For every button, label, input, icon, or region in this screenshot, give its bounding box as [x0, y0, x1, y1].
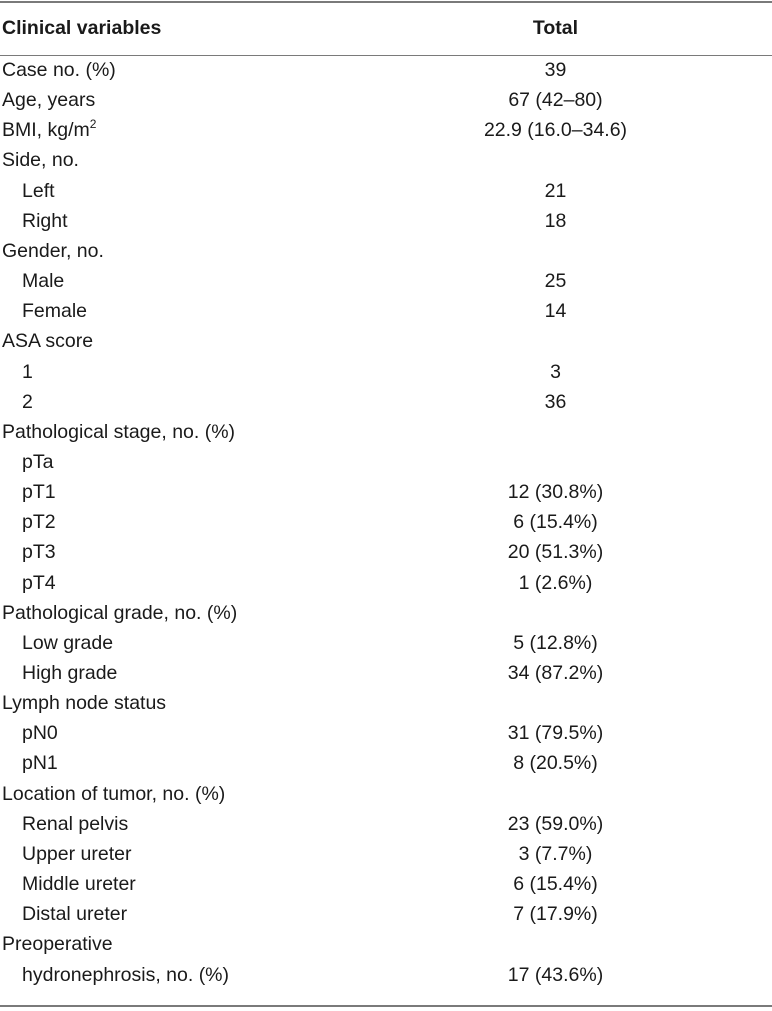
row-label-text: pT2 [22, 511, 56, 534]
row-label [22, 206, 68, 236]
row-value: 7 (17.9%) [513, 903, 598, 926]
row-label-text: Side, no. [2, 149, 79, 172]
table-row [0, 748, 772, 778]
table-row [0, 55, 772, 85]
row-label-text: High grade [22, 662, 118, 684]
row-label [2, 326, 93, 356]
row-label [22, 507, 56, 537]
row-label [22, 357, 33, 387]
row-label [2, 688, 166, 718]
row-label [22, 537, 56, 567]
row-label-text: Female [22, 300, 88, 323]
row-label [22, 658, 117, 688]
table-row [0, 357, 772, 387]
table-row [0, 809, 772, 839]
table-row [0, 507, 772, 537]
row-label-text: Pathological grade, no. (%) [2, 601, 238, 624]
table-row [0, 899, 772, 929]
row-label-text: ASA score [2, 330, 94, 353]
table-row [0, 206, 772, 236]
row-label-text: Pathological stage, no. (%) [2, 420, 236, 443]
row-label [22, 176, 55, 206]
row-label-text: Middle ureter [22, 873, 136, 896]
row-label [2, 929, 113, 959]
table-row [0, 85, 772, 115]
table-row [0, 779, 772, 809]
row-label-text: hydronephrosis, no. (%) [22, 963, 230, 986]
row-label [2, 145, 79, 175]
row-label [2, 115, 96, 145]
row-label-text: Right [22, 209, 68, 232]
row-value: 21 [544, 179, 567, 202]
row-label [22, 447, 53, 477]
row-label-text: Gender, no. [2, 239, 104, 262]
row-label [22, 748, 58, 778]
row-label-text: Age, years [2, 89, 96, 112]
row-label [22, 718, 58, 748]
row-value: 31 (79.5%) [507, 722, 604, 745]
row-label [22, 960, 229, 990]
table-row [0, 296, 772, 326]
table-row [0, 658, 772, 688]
row-value: 18 [544, 209, 567, 232]
row-label [2, 85, 95, 115]
row-label [22, 899, 127, 929]
row-value: 3 (7.7%) [518, 842, 593, 865]
row-label-text: pN0 [22, 722, 58, 745]
row-label-text: pT3 [22, 541, 56, 564]
row-label-text: pN1 [22, 752, 58, 775]
table-row [0, 688, 772, 718]
table-row [0, 266, 772, 296]
row-label [2, 779, 225, 809]
row-value: 39 [544, 59, 567, 81]
row-value: 14 [544, 300, 567, 323]
row-label [22, 477, 56, 507]
row-label-superscript: 2 [89, 116, 97, 131]
row-value: 23 (59.0%) [507, 812, 604, 835]
row-label [22, 839, 131, 869]
row-value: 5 (12.8%) [513, 631, 598, 654]
row-value: 8 (20.5%) [513, 752, 598, 775]
row-label-text: 2 [22, 390, 33, 413]
row-label-text: Preoperative [2, 933, 113, 956]
row-label-text: Renal pelvis [22, 812, 129, 835]
row-label-text: pT1 [22, 481, 56, 504]
header-total: Total [532, 17, 579, 39]
table-row [0, 568, 772, 598]
table-row [0, 537, 772, 567]
row-label [22, 266, 64, 296]
table-row [0, 718, 772, 748]
row-label-text: Case no. (%) [2, 59, 116, 81]
table-row [0, 447, 772, 477]
row-label [22, 387, 33, 417]
row-label-text: Upper ureter [22, 842, 132, 865]
table-row [0, 628, 772, 658]
row-label-text: pT4 [22, 571, 56, 594]
row-label-text: Left [22, 179, 55, 202]
row-label-text: 1 [22, 360, 33, 383]
table-row [0, 598, 772, 628]
row-label [22, 296, 87, 326]
row-value: 22.9 (16.0–34.6) [483, 119, 628, 142]
row-label-text: Distal ureter [22, 903, 128, 926]
table-row [0, 960, 772, 990]
row-value: 17 (43.6%) [507, 963, 604, 986]
table-row [0, 115, 772, 145]
row-label [22, 628, 113, 658]
table-row [0, 417, 772, 447]
row-label [2, 55, 116, 85]
row-label [2, 598, 237, 628]
table-row [0, 477, 772, 507]
table-row [0, 839, 772, 869]
row-label-text: Male [22, 270, 65, 293]
table-row [0, 387, 772, 417]
row-label-text: BMI, kg/m [2, 119, 90, 142]
table-row [0, 145, 772, 175]
row-value: 6 (15.4%) [513, 511, 598, 534]
table-header-row [0, 0, 772, 56]
row-label [2, 236, 104, 266]
row-value: 36 [544, 390, 567, 413]
table-bottom-rule [0, 1005, 772, 1007]
table-row [0, 869, 772, 899]
row-label [22, 869, 136, 899]
row-label-text: Low grade [22, 631, 114, 654]
row-value: 6 (15.4%) [513, 873, 598, 896]
table-row [0, 236, 772, 266]
row-value: 34 (87.2%) [507, 662, 604, 684]
row-value: 1 (2.6%) [518, 571, 593, 594]
row-value: 20 (51.3%) [507, 541, 604, 564]
row-label [2, 417, 235, 447]
row-value: 25 [544, 270, 567, 293]
table-row [0, 929, 772, 959]
row-label [22, 809, 128, 839]
table-row [0, 176, 772, 206]
row-label-text: pTa [22, 450, 54, 473]
row-label-text: Location of tumor, no. (%) [2, 782, 226, 805]
row-label-text: Lymph node status [2, 692, 167, 715]
table-row [0, 326, 772, 356]
row-value: 67 (42–80) [508, 89, 603, 112]
row-value: 3 [550, 360, 561, 383]
row-value: 12 (30.8%) [507, 481, 604, 504]
row-label [22, 568, 56, 598]
header-clinical-variables: Clinical variables [2, 17, 162, 39]
